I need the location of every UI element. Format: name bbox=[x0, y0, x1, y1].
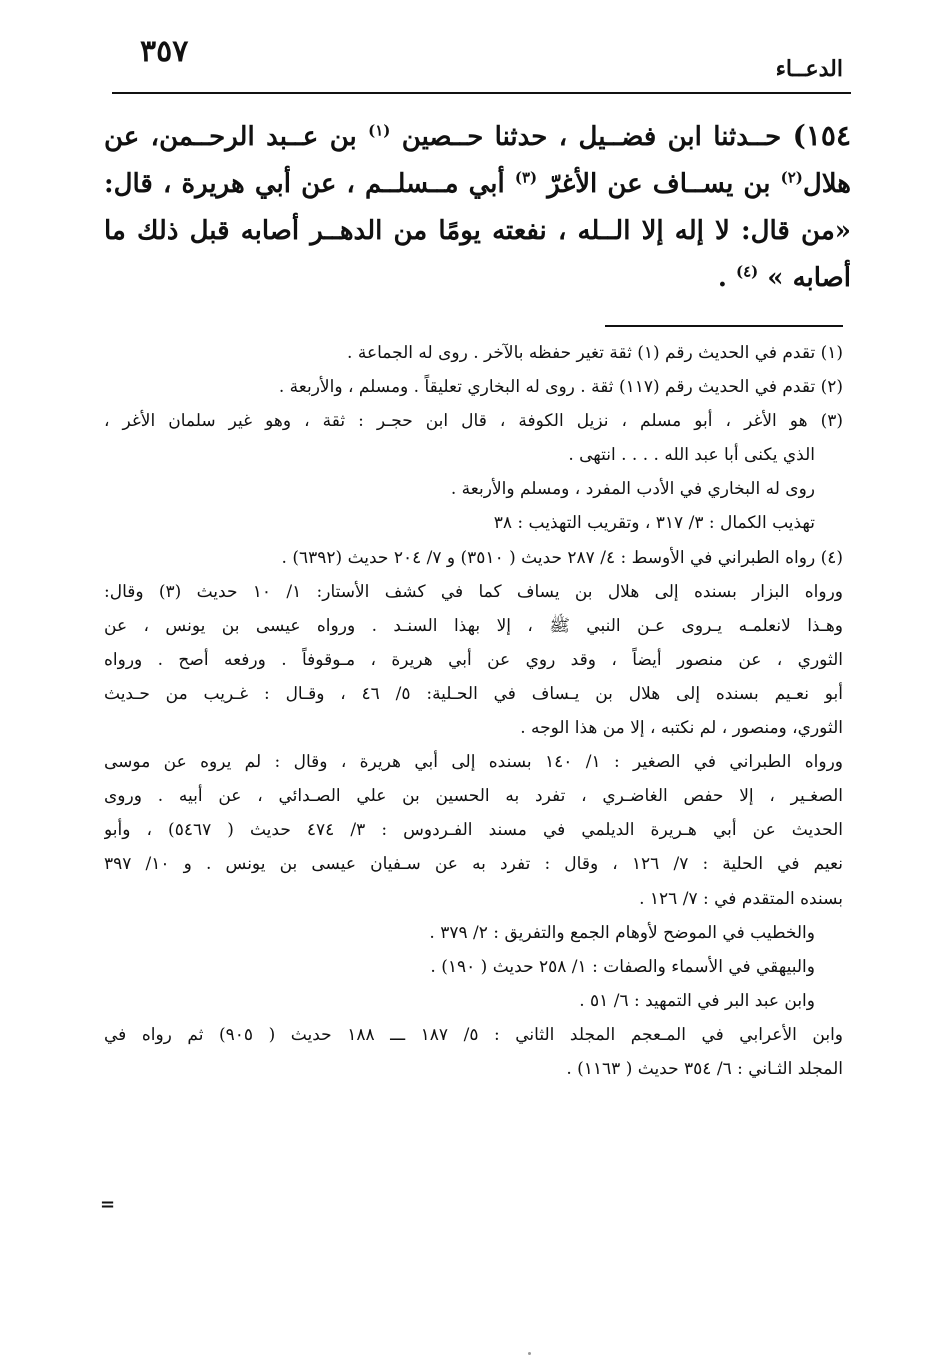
footnote-line: وهـذا لانعلمـه يـروى عـن النبي ﷺ ، إلا بهذا السنـد . ورواه عيسى بن يونس ، عن bbox=[104, 615, 843, 636]
footnote-line: (٣) هو الأغر ، أبو مسلم ، نزيل الكوفة ، قال ابن حجـر : ثقة ، وهو غير سلمان الأغر ، bbox=[104, 411, 843, 432]
footnote-line: تهذيب الكمال : ٣/ ٣١٧ ، وتقريب التهذيب : ٣٨ bbox=[493, 513, 815, 534]
footnote-line: والخطيب في الموضح لأوهام الجمع والتفريق : ٢/ ٣٧٩ . bbox=[429, 922, 815, 943]
hadith-text-part: حــدثنا ابن فضــيل ، حدثنا حــصين bbox=[390, 122, 782, 152]
page-number: ٣٥٧ bbox=[140, 34, 189, 69]
footnote-ref: (٤) bbox=[735, 262, 759, 281]
footnote-rule bbox=[605, 325, 843, 327]
footnote-ref: (١) bbox=[368, 121, 391, 140]
hadith-text-part: بن عــبد الرحــمن، عن هلال bbox=[104, 122, 851, 199]
continuation-mark: = bbox=[100, 1194, 116, 1215]
footnotes bbox=[104, 336, 843, 1086]
footnote-ref: (٢) bbox=[780, 168, 803, 187]
footnote-line: الذي يكنى أبا عبد الله . . . . انتهى . bbox=[568, 445, 815, 466]
hadith-text bbox=[104, 112, 851, 302]
hadith-text-part: بن يســاف عن الأغرّ bbox=[537, 169, 781, 199]
footnote-line: (٢) تقدم في الحديث رقم (١١٧) ثقة . روى له البخاري تعليقاً . ومسلم ، والأربعة . bbox=[278, 377, 843, 398]
footnote-line: روى له البخاري في الأدب المفرد ، ومسلم والأربعة . bbox=[450, 479, 815, 500]
footnote-line: الثوري، ومنصور ، لم نكتبه ، إلا من هذا الوجه . bbox=[520, 718, 843, 739]
footnote-line: (١) تقدم في الحديث رقم (١) ثقة تغير حفظه بالآخر . روى له الجماعة . bbox=[347, 343, 843, 363]
footnote-line: (٤) رواه الطبراني في الأوسط : ٤/ ٢٨٧ حديث ( ٣٥١٠) و ٧/ ٢٠٤ حديث (٦٣٩٢) . bbox=[281, 547, 843, 568]
hadith-text-part: أبي مــسلــم ، عن أبي هريرة ، قال: «من قال: لا إله إلا الــله ، نفعته يومًا من الدهــر أصابه قبل ذلك ما أصابه » bbox=[104, 169, 851, 293]
footnote-line: الحديث عن أبي هـريرة الديلمي في مسند الفـردوس : ٣/ ٤٧٤ حديث ( ٥٤٦٧) ، وأبو bbox=[104, 820, 843, 841]
footnote-line: الصغـير ، إلا حفص الغاضـري ، تفرد به الحسين بن علي الصـدائي ، عن أبيه . وروى bbox=[104, 786, 843, 807]
footnote-ref: (٣) bbox=[514, 168, 538, 187]
footnote-line: والبيهقي في الأسماء والصفات : ١/ ٢٥٨ حديث ( ١٩٠) . bbox=[430, 956, 815, 977]
scan-speck bbox=[528, 1352, 531, 1355]
footnote-line: ورواه البزار بسنده إلى هلال بن يساف كما في كشف الأستار: ١/ ١٠ حديث (٣) وقال: bbox=[104, 581, 843, 602]
footnote-line: ورواه الطبراني في الصغير : ١/ ١٤٠ بسنده إلى أبي هريرة ، وقال : لم يروه عن موسى bbox=[104, 752, 843, 773]
hadith-text-part: . bbox=[717, 263, 736, 293]
hadith-number: ١٥٤) bbox=[792, 119, 851, 152]
footnote-line: المجلد الثـاني : ٦/ ٣٥٤ حديث ( ١١٦٣) . bbox=[566, 1058, 843, 1079]
footnote-line: بسنده المتقدم في : ٧/ ١٢٦ . bbox=[639, 888, 843, 909]
header-rule bbox=[112, 92, 851, 94]
footnote-line: أبو نعـيم بسنده إلى هلال بن يـساف في الحـلية: ٥/ ٤٦ ، وقـال : غـريب من حـديث bbox=[104, 683, 843, 704]
footnote-line: الثوري ، عن منصور أيضاً ، وقد روي عن أبي هريرة ، مـوقوفاً . ورفعه أصح . ورواه bbox=[104, 649, 843, 670]
footnote-line: نعيم في الحلية : ٧/ ١٢٦ ، وقال : تفرد به عن سـفيان عيسى بن يونس . و ١٠/ ٣٩٧ bbox=[104, 854, 843, 875]
footnote-line: وابن الأعرابي في المـعجم المجلد الثاني : ٥/ ١٨٧ ـــ ١٨٨ حديث ( ٩٠٥) ثم رواه في bbox=[104, 1024, 843, 1045]
footnote-line: وابن عبد البر في التمهيد : ٦/ ٥١ . bbox=[579, 990, 815, 1011]
running-title: الدعــاء bbox=[775, 56, 843, 82]
